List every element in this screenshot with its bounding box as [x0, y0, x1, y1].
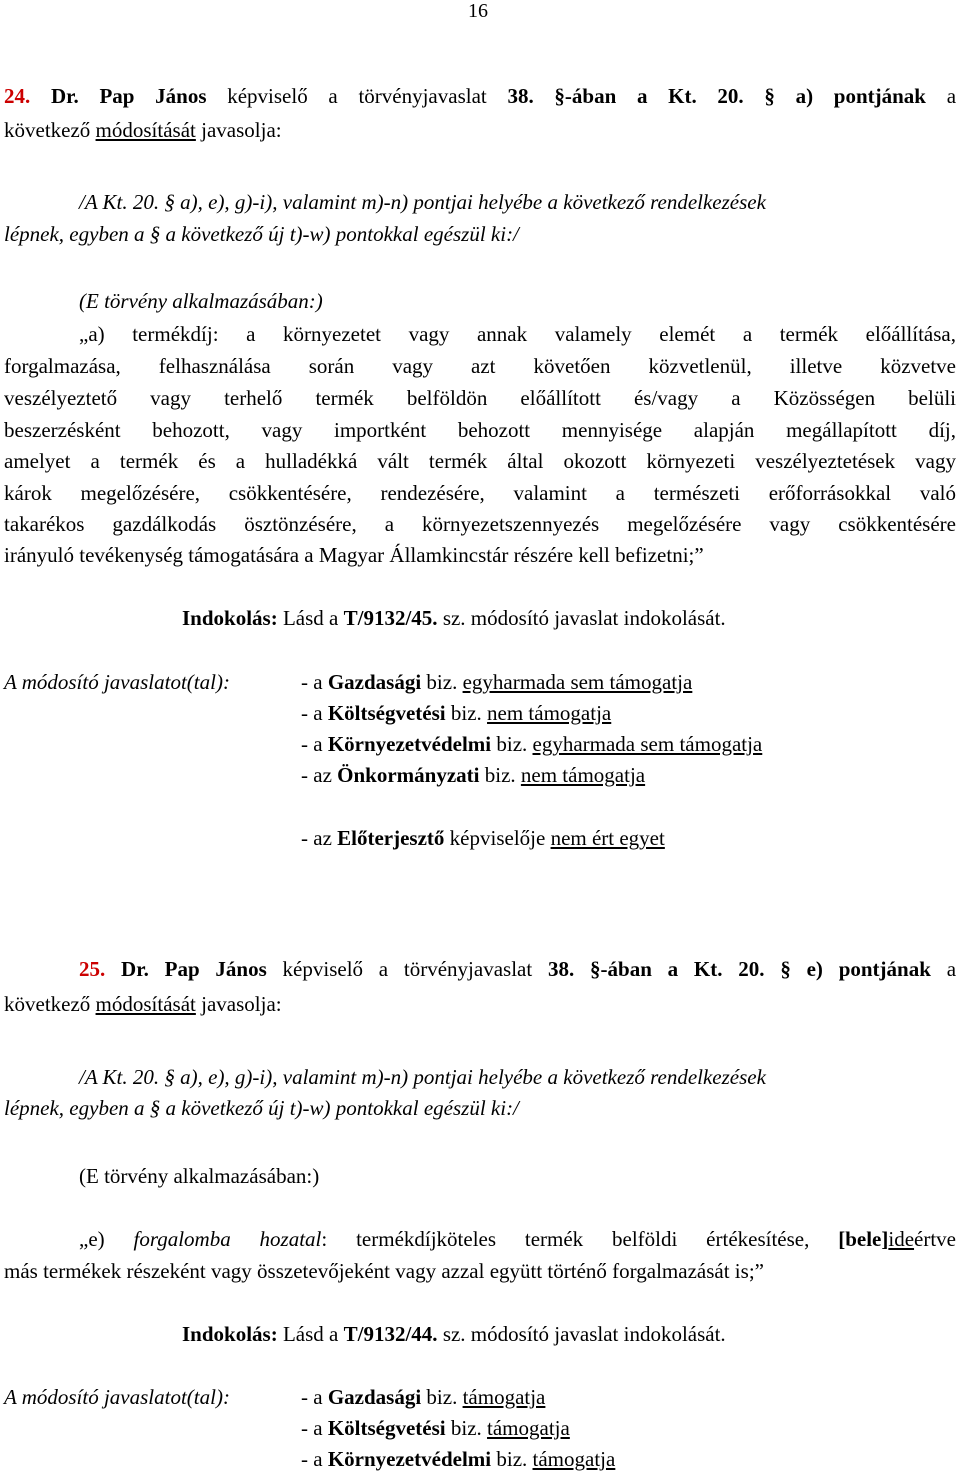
amendment-24-intro-line2 — [4, 118, 282, 142]
votes-label: A módosító javaslatot(tal): — [4, 670, 230, 694]
ref-text: lépnek, egyben a — [4, 1096, 145, 1120]
amendment-25-ref2: lépnek, egyben a § a következő új t)-w) pontokkal egészül ki:/ — [4, 1096, 519, 1120]
committee-name: Önkormányzati — [337, 763, 480, 787]
text-line: „a) termékdíj: a környezetet vagy annak valamely elemét a termék előállítása, — [79, 322, 956, 346]
vote-prefix: - az — [301, 763, 332, 787]
ref-text: lépnek, egyben a — [4, 222, 145, 246]
intro-end: a — [946, 84, 957, 108]
vote-suffix: képviselője — [449, 826, 546, 850]
text-part: értve — [914, 1227, 957, 1251]
text-line: károk megelőzésére, csökkentésére, rendezésére, valamint a természeti erőforrásokkal való — [4, 481, 956, 505]
committee-name: Környezetvédelmi — [327, 1447, 492, 1471]
justification-text: Lásd a — [282, 1322, 339, 1346]
vote-result: nem ért egyet — [550, 826, 665, 850]
amendment-24-ref: /A Kt. 20. § a), e), g)-i), valamint m)-n) pontjai helyébe a következő rendelkezések — [79, 190, 766, 214]
vote-suffix: biz. — [426, 670, 458, 694]
vote-result: nem támogatja — [487, 701, 612, 725]
intro-word: javasolja: — [201, 118, 282, 142]
vote-prefix: - a — [301, 1416, 323, 1440]
vote-prefix: - a — [301, 670, 323, 694]
vote-result: támogatja — [462, 1385, 546, 1409]
text-term: forgalomba hozatal — [133, 1227, 322, 1251]
vote-row — [301, 732, 762, 757]
vote-suffix: biz. — [496, 732, 528, 756]
text-inserted: ide — [888, 1227, 915, 1251]
committee-name: Költségvetési — [327, 701, 446, 725]
section-number: 38. — [507, 84, 534, 108]
section-suffix: -ában a Kt. 20. — [564, 84, 744, 108]
text-line: takarékos gazdálkodás ösztönzésére, a környezetszennyezés megelőzésére vagy csökkentésére — [4, 512, 956, 536]
intro-underlined: módosítását — [95, 992, 196, 1016]
intro-end: a — [946, 957, 957, 981]
votes-label: A módosító javaslatot(tal): — [4, 1385, 230, 1409]
intro-word: következő — [4, 992, 91, 1016]
proposer: Dr. Pap János — [121, 957, 267, 981]
justification-label: Indokolás: — [182, 606, 278, 630]
amendment-25-justification — [182, 1322, 726, 1347]
justification-label: Indokolás: — [182, 1322, 278, 1346]
intro-word: következő — [4, 118, 91, 142]
text-deleted: [bele] — [838, 1227, 889, 1251]
ref-text: a következő új t)-w) pontokkal egészül ki:/ — [165, 222, 519, 246]
ref-text: a következő új t)-w) pontokkal egészül ki:/ — [165, 1096, 519, 1120]
amendment-24-context — [79, 289, 323, 313]
vote-suffix: biz. — [450, 1416, 482, 1440]
vote-prefix: - a — [301, 701, 323, 725]
committee-name: Költségvetési — [327, 1416, 446, 1440]
amendment-25-text-line1 — [4, 1227, 956, 1251]
amendment-25-context — [79, 1164, 319, 1188]
vote-row — [301, 1385, 545, 1410]
justification-text: Lásd a — [282, 606, 339, 630]
text-line: amelyet a termék és a hulladékká vált termék által okozott környezeti veszélyeztetések vagy — [4, 449, 956, 473]
presenter-name: Előterjesztő — [337, 826, 445, 850]
text-part: „e) — [79, 1227, 105, 1251]
page-number: 16 — [468, 0, 488, 22]
section-number: 38. — [547, 957, 575, 981]
vote-suffix: biz. — [450, 701, 482, 725]
proposer: Dr. Pap János — [50, 84, 207, 108]
text-line: irányuló tevékenység támogatására a Magyar Államkincstár részére kell befizetni;” — [4, 543, 704, 567]
committee-name: Környezetvédelmi — [327, 732, 492, 756]
amendment-25-votes-label — [4, 1385, 230, 1410]
vote-row — [301, 1416, 570, 1441]
vote-row — [301, 670, 692, 695]
vote-suffix: biz. — [484, 763, 516, 787]
intro-underlined: módosítását — [95, 118, 196, 142]
amendment-24-intro: 24. Dr. Pap János képviselő a törvényjavaslat 38. §-ában a Kt. 20. § a) pontjának a — [4, 84, 957, 108]
amendment-25-intro-line2 — [4, 992, 282, 1016]
amendment-24-ref2: lépnek, egyben a § a következő új t)-w) pontokkal egészül ki:/ — [4, 222, 519, 246]
vote-result: egyharmada sem támogatja — [462, 670, 693, 694]
text-part: : termékdíjköteles termék belföldi értékesítése, — [321, 1227, 810, 1251]
intro-text: képviselő a törvényjavaslat — [227, 84, 487, 108]
ref-text: /A Kt. 20. — [79, 190, 160, 214]
vote-prefix: - az — [301, 826, 332, 850]
vote-prefix: - a — [301, 732, 323, 756]
vote-result: támogatja — [487, 1416, 570, 1440]
vote-suffix: biz. — [426, 1385, 458, 1409]
point-ref: a) pontjának — [795, 84, 926, 108]
intro-word: javasolja: — [201, 992, 282, 1016]
context-text: (E törvény alkalmazásában:) — [79, 289, 323, 313]
justification-text: sz. módosító javaslat indokolását. — [442, 1322, 726, 1346]
committee-name: Gazdasági — [327, 1385, 422, 1409]
vote-row — [301, 763, 645, 788]
vote-prefix: - a — [301, 1385, 323, 1409]
committee-name: Gazdasági — [327, 670, 422, 694]
vote-row — [301, 701, 611, 726]
vote-prefix: - a — [301, 1447, 323, 1471]
text-line: veszélyeztető vagy terhelő termék belföldön előállított és/vagy a Közösségen belüli — [4, 386, 956, 410]
amendment-24-votes-label — [4, 670, 230, 695]
amendment-number: 24. — [4, 84, 31, 108]
vote-result: nem támogatja — [520, 763, 646, 787]
amendment-25-intro: 25. Dr. Pap János képviselő a törvényjavaslat 38. §-ában a Kt. 20. § e) pontjának a — [79, 957, 957, 981]
context-text: (E törvény alkalmazásában:) — [79, 1164, 320, 1188]
vote-suffix: biz. — [496, 1447, 528, 1471]
justification-text: sz. módosító javaslat indokolását. — [442, 606, 726, 630]
vote-result: egyharmada sem támogatja — [532, 732, 763, 756]
point-ref: e) pontjának — [806, 957, 931, 981]
ref-text: a), e), g)-i), valamint m)-n) pontjai helyébe a következő rendelkezések — [180, 1065, 766, 1089]
ref-text: /A Kt. 20. — [79, 1065, 160, 1089]
amendment-24-justification — [182, 606, 726, 631]
vote-row — [301, 1447, 615, 1472]
text-line: beszerzésként behozott, vagy importként behozott mennyisége alapján megállapított díj, — [4, 418, 956, 442]
presenter-row — [301, 826, 665, 851]
amendment-25-ref: /A Kt. 20. § a), e), g)-i), valamint m)-n) pontjai helyébe a következő rendelkezések — [79, 1065, 766, 1089]
justification-ref: T/9132/45. — [343, 606, 438, 630]
section-suffix: -ában a Kt. 20. — [600, 957, 765, 981]
intro-text: képviselő a törvényjavaslat — [282, 957, 533, 981]
ref-text: a), e), g)-i), valamint m)-n) pontjai helyébe a következő rendelkezések — [180, 190, 766, 214]
justification-ref: T/9132/44. — [343, 1322, 438, 1346]
amendment-25-text-line2: más termékek részeként vagy összetevőjeként vagy azzal együtt történő forgalmazását is;” — [4, 1259, 764, 1283]
amendment-number: 25. — [79, 957, 106, 981]
vote-result: támogatja — [532, 1447, 616, 1471]
text-line: forgalmazása, felhasználása során vagy azt követően közvetlenül, illetve közvetve — [4, 354, 956, 378]
